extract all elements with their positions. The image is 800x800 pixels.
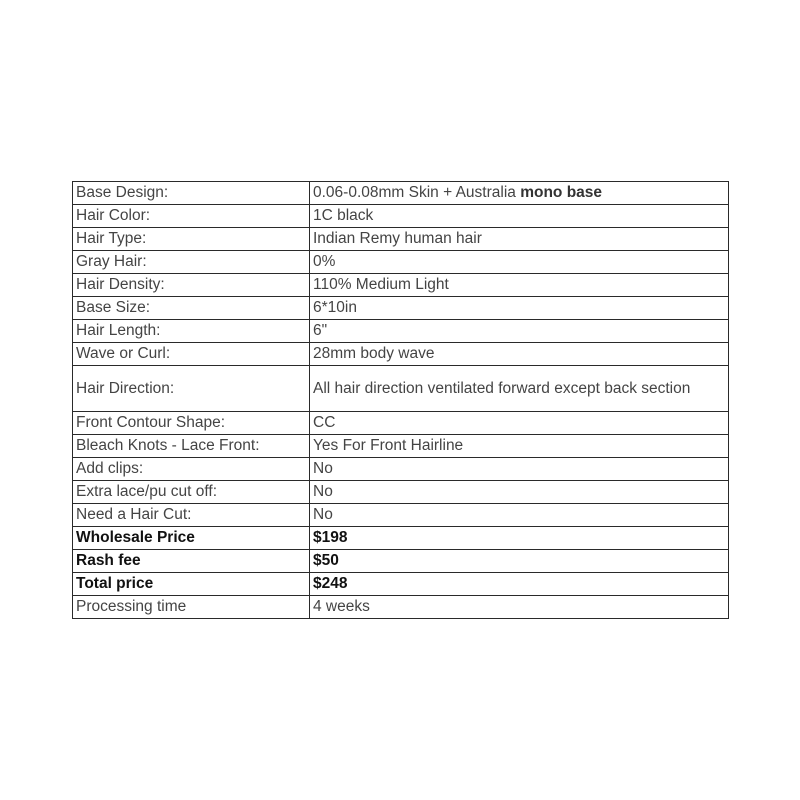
row-label: Hair Length: (73, 320, 310, 343)
table-row (73, 504, 729, 527)
row-value: No (310, 458, 729, 481)
row-value: $248 (310, 573, 729, 596)
row-value-text: 0.06-0.08mm Skin + Australia (313, 184, 521, 201)
row-label: Hair Direction: (73, 366, 310, 412)
row-label: Total price (73, 573, 310, 596)
row-value: No (310, 504, 729, 527)
row-value: Indian Remy human hair (310, 228, 729, 251)
row-value: 0% (310, 251, 729, 274)
row-value: 28mm body wave (310, 343, 729, 366)
row-label: Need a Hair Cut: (73, 504, 310, 527)
table-row (73, 320, 729, 343)
table-row (73, 550, 729, 573)
table-row (73, 343, 729, 366)
row-value (310, 182, 729, 205)
row-value: 6*10in (310, 297, 729, 320)
row-label: Gray Hair: (73, 251, 310, 274)
table-row (73, 297, 729, 320)
row-value: All hair direction ventilated forward except back section (310, 366, 729, 412)
table-row (73, 182, 729, 205)
row-value: CC (310, 412, 729, 435)
table-row (73, 573, 729, 596)
row-value: Yes For Front Hairline (310, 435, 729, 458)
table-row (73, 458, 729, 481)
table-row (73, 596, 729, 619)
row-label: Hair Type: (73, 228, 310, 251)
row-label: Front Contour Shape: (73, 412, 310, 435)
row-value-bold-text: mono base (520, 184, 603, 201)
row-label: Wave or Curl: (73, 343, 310, 366)
row-label: Extra lace/pu cut off: (73, 481, 310, 504)
row-label: Wholesale Price (73, 527, 310, 550)
table-row (73, 412, 729, 435)
row-label: Hair Density: (73, 274, 310, 297)
table-row (73, 274, 729, 297)
row-label: Add clips: (73, 458, 310, 481)
table-row (73, 228, 729, 251)
row-value: 110% Medium Light (310, 274, 729, 297)
row-label: Bleach Knots - Lace Front: (73, 435, 310, 458)
row-value: $50 (310, 550, 729, 573)
row-value: $198 (310, 527, 729, 550)
row-value: 1C black (310, 205, 729, 228)
table-row (73, 205, 729, 228)
row-label: Base Design: (73, 182, 310, 205)
table-row (73, 527, 729, 550)
table-row (73, 481, 729, 504)
spec-table (72, 181, 729, 619)
row-label: Base Size: (73, 297, 310, 320)
row-value: 4 weeks (310, 596, 729, 619)
row-label: Rash fee (73, 550, 310, 573)
table-row (73, 435, 729, 458)
row-label: Processing time (73, 596, 310, 619)
row-value: 6" (310, 320, 729, 343)
row-label: Hair Color: (73, 205, 310, 228)
row-value: No (310, 481, 729, 504)
table-row (73, 366, 729, 412)
table-row (73, 251, 729, 274)
